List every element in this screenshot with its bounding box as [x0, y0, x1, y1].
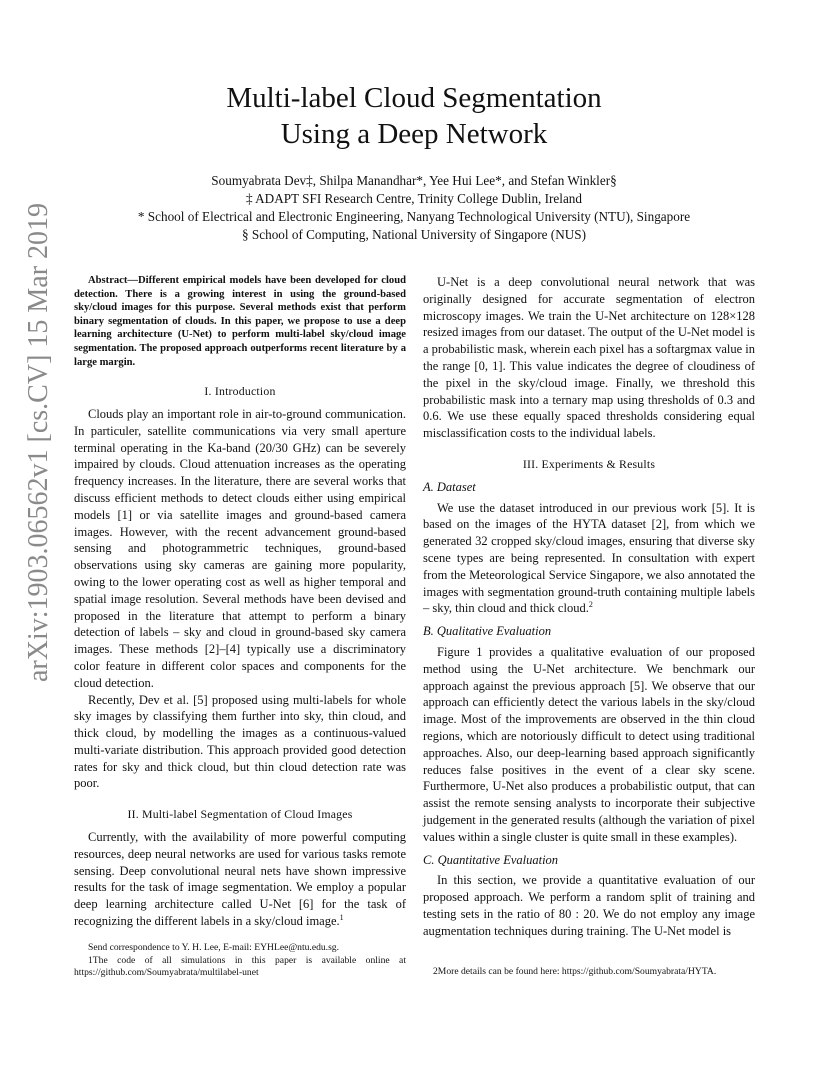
- quantitative-paragraph: In this section, we provide a quantitative evaluation of our proposed approach. We perform a random split of training and testing sets in the ratio of 80 : 20. We do not employ any image augmentation techniques during training. The U-Net model is: [423, 873, 755, 938]
- right-column: [423, 274, 755, 939]
- author-block: [0, 172, 828, 244]
- footnote-ref-1: 1: [339, 912, 344, 922]
- subsection-heading-quantitative: C. Quantitative Evaluation: [423, 852, 559, 867]
- title-line-2: Using a Deep Network: [280, 118, 548, 150]
- intro-paragraph-2: Recently, Dev et al. [5] proposed using multi-labels for whole sky images by classifying them further into sky, thin cloud, and thick cloud, by modelling the images as a continuous-valued multi-variate distribution. This approach provided good detection rates for sky and thick cloud, but thin cloud detection rate was poor.: [74, 692, 406, 791]
- subsection-heading-qualitative: B. Qualitative Evaluation: [423, 624, 552, 639]
- affiliation-1: ‡ ADAPT SFI Research Centre, Trinity College Dublin, Ireland: [245, 191, 582, 206]
- affiliation-3: § School of Computing, National University of Singapore (NUS): [242, 227, 586, 242]
- segmentation-paragraph-2: U-Net is a deep convolutional neural network that was originally designed for accurate segmentation of electron microscopy images. We train the U-Net architecture on 128×128 resized images from our dataset. The output of the U-Net model is a probabilistic mask, wherein each pixel has a softargmax value in the range [0, 1]. This value indicates the degree of cloudiness of the pixel in the sky/cloud image. Finally, we threshold this probabilistic mask into a ternary map using thresholds of 0.3 and 0.6. We use these equally spaced thresholds considering equal misclassification costs to the individual labels.: [423, 275, 755, 441]
- subsection-heading-dataset: A. Dataset: [423, 479, 476, 494]
- intro-paragraph-1: Clouds play an important role in air-to-ground communication. In particuler, satellite communications via very small aperture terminal operating in the Ka-band (20/30 GHz) can be severely impaired by clouds. Cloud attenuation increases as the operating frequency increases. In the literature, there are several works that discuss efficient methods to detect clouds either using empirical models [1] or via satellite images and ground-based camera images. However, with the recent advancement ground-based sensing and photogrammetric techniques, ground-based observations using sky cameras are gaining more popularity, owing to the lower operating cost as well as higher temporal and spatial image resolution. Several methods have been devised and proposed in the literature that attempt to perform a binary detection of labels – sky and cloud in ground-based sky camera images. These methods [2]–[4] typically use a discriminatory color feature in different color spaces and components for the cloud detection.: [74, 406, 406, 690]
- section-heading-experiments: III. Experiments & Results: [522, 456, 656, 471]
- correspondence-note: Send correspondence to Y. H. Lee, E-mail: EYHLee@ntu.edu.sg.: [88, 942, 340, 953]
- segmentation-paragraph-1: [74, 829, 406, 930]
- arxiv-identifier: arXiv:1903.06562v1 [cs.CV] 15 Mar 2019: [23, 202, 54, 682]
- affiliation-2: * School of Electrical and Electronic Engineering, Nanyang Technological University (NTU), Singapore: [137, 209, 691, 224]
- title-line-1: Multi-label Cloud Segmentation: [226, 82, 602, 114]
- paper-title: [0, 80, 828, 152]
- footnote-1: 1The code of all simulations in this paper is available online at https://github.com/Soumyabrata/multilabel-unet: [74, 954, 406, 978]
- footnote-2: 2More details can be found here: https://github.com/Soumyabrata/HYTA.: [433, 966, 717, 977]
- left-footnotes: [74, 942, 406, 980]
- segmentation-paragraph-1-text: Currently, with the availability of more powerful computing resources, deep neural networks are used for various tasks remote sensing. Deep convolutional neural nets have shown impressive results for the task of image segmentation. We employ a popular deep learning architecture called U-Net [6] for the task of recognizing the different labels in a sky/cloud image.: [74, 830, 406, 929]
- footnote-ref-2: 2: [588, 600, 593, 610]
- dataset-paragraph-text: We use the dataset introduced in our previous work [5]. It is based on the images of the HYTA dataset [2], from which we generated 32 cropped sky/cloud images, ensuring that diverse sky scene types are being represented. In consultation with expert from the Meteorological Service Singapore, we also annotated the images with segmentation ground-truth containing multiple labels – sky, thin cloud and thick cloud.: [423, 500, 755, 616]
- abstract: Abstract—Different empirical models have been developed for cloud detection. There is a growing interest in using the ground-based sky/cloud images for this purpose. Several methods exist that perform binary segmentation of clouds. In this paper, we propose to use a deep learning architecture (U-Net) to perform multi-label sky/cloud image segmentation. The proposed approach outperforms recent literature by a large margin.: [74, 275, 406, 368]
- qualitative-paragraph: Figure 1 provides a qualitative evaluation of our proposed method using the U-Net architecture. We benchmark our approach against the previous approach [5]. We observe that our approach can efficiently detect the various labels in the sky/cloud image. Most of the improvements are observed in the thin cloud regions, which are notoriously difficult to detect using traditional approaches. Also, our deep-learning based approach significantly reduces false positives in the event of a clear sky scene. Furthermore, U-Net also produces a probabilistic output, that can assist the remote sensing analysts to incorporate their subjective judgement in the generated results (although the variation of pixel values within a single cluster is quite small in these examples).: [423, 644, 755, 844]
- dataset-paragraph: [423, 500, 755, 618]
- section-heading-introduction: I. Introduction: [204, 384, 276, 399]
- left-column: [74, 274, 406, 930]
- author-names: Soumyabrata Dev‡, Shilpa Manandhar*, Yee Hui Lee*, and Stefan Winkler§: [211, 173, 617, 188]
- section-heading-segmentation: II. Multi-label Segmentation of Cloud Images: [127, 807, 353, 822]
